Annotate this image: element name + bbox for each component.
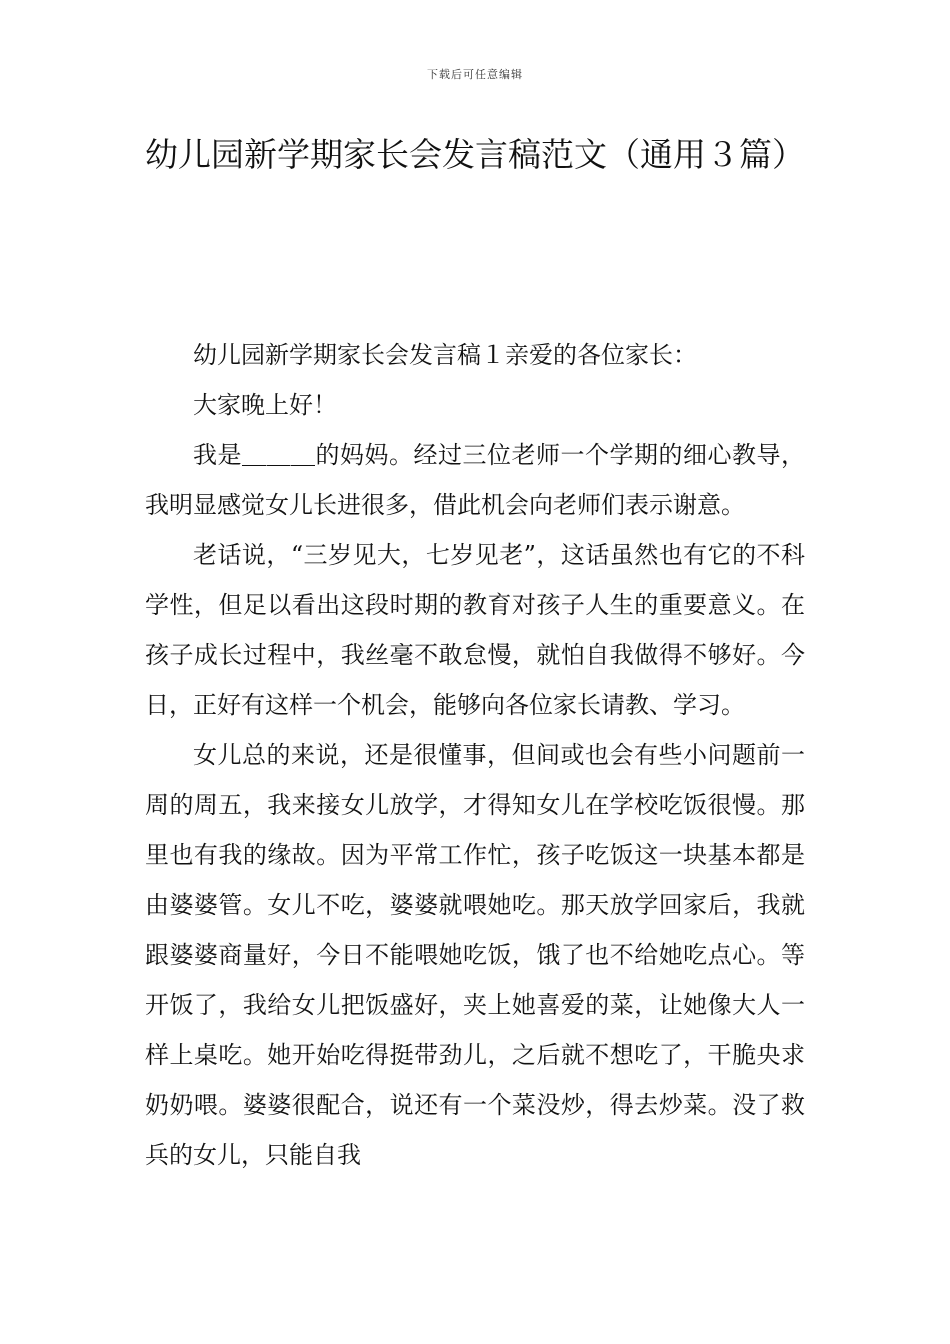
paragraph-salutation: 大家晚上好！ xyxy=(193,391,337,419)
paragraph-introduction: 我是＿＿＿的妈妈。经过三位老师一个学期的细心教导，我明显感觉女儿长进很多，借此机会向老师们表示谢意。 xyxy=(145,441,805,519)
document-title: 幼儿园新学期家长会发言稿范文（通用３篇） xyxy=(145,135,805,174)
document-body xyxy=(145,330,805,1180)
paragraph-story: 女儿总的来说，还是很懂事，但间或也会有些小问题前一周的周五，我来接女儿放学，才得知女儿在学校吃饭很慢。那里也有我的缘故。因为平常工作忙，孩子吃饭这一块基本都是由婆婆管。女儿不吃，婆婆就喂她吃。那天放学回家后，我就跟婆婆商量好，今日不能喂她吃饭，饿了也不给她吃点心。等开饭了，我给女儿把饭盛好，夹上她喜爱的菜，让她像大人一样上桌吃。她开始吃得挺带劲儿，之后就不想吃了，干脆央求奶奶喂。婆婆很配合，说还有一个菜没炒，得去炒菜。没了救兵的女儿，只能自我 xyxy=(145,741,805,1169)
paragraph-proverb: 老话说，“三岁见大，七岁见老”，这话虽然也有它的不科学性，但足以看出这段时期的教育对孩子人生的重要意义。在孩子成长过程中，我丝毫不敢怠慢，就怕自我做得不够好。今日，正好有这样一个机会，能够向各位家长请教、学习。 xyxy=(145,541,805,719)
paragraph-greeting: 幼儿园新学期家长会发言稿１亲爱的各位家长： xyxy=(193,341,697,369)
header-note: 下载后可任意编辑 xyxy=(427,68,523,81)
